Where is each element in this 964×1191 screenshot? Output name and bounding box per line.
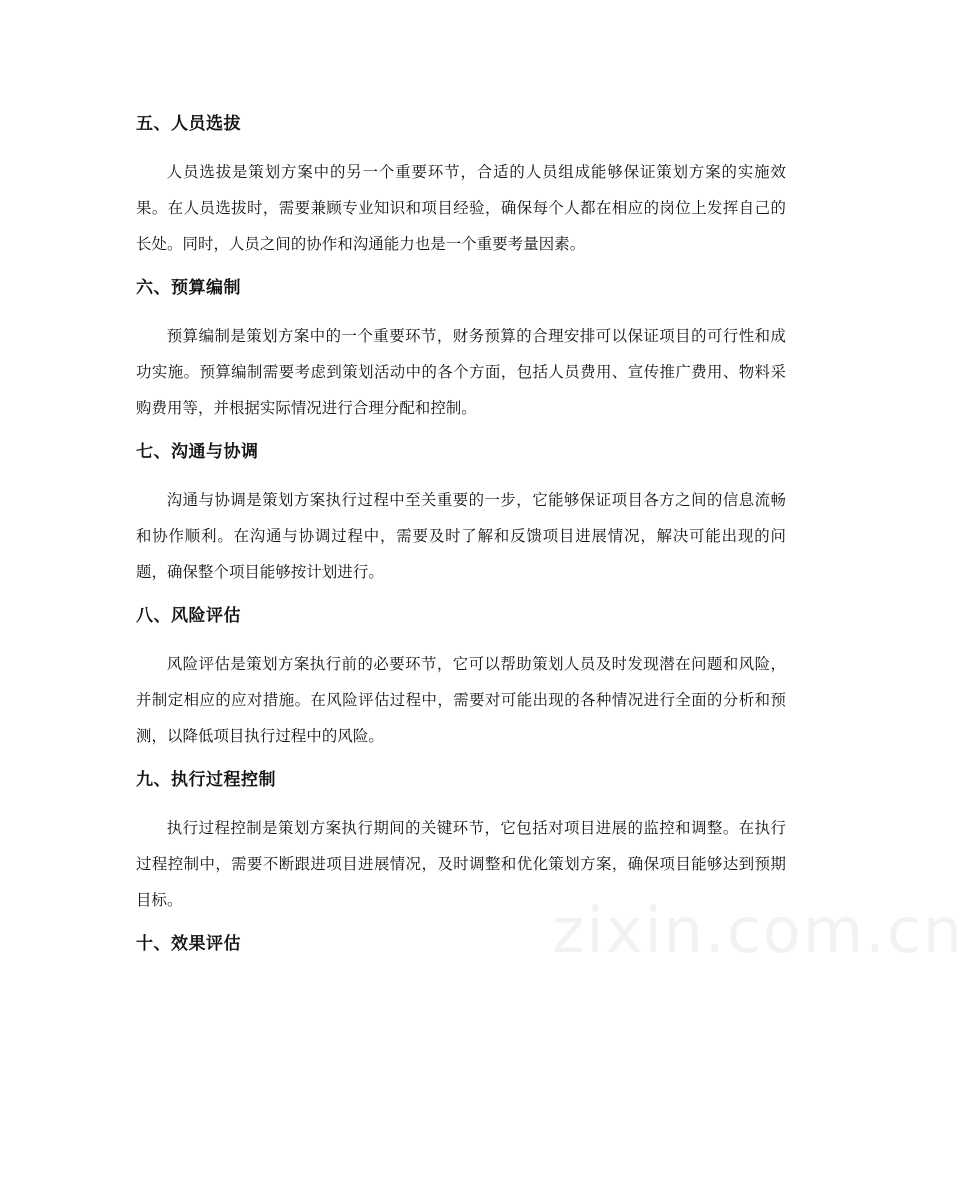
section-title-9: 九、执行过程控制 (136, 770, 276, 790)
section-title-10: 十、效果评估 (136, 934, 241, 954)
section-body-7: 沟通与协调是策划方案执行过程中至关重要的一步，它能够保证项目各方之间的信息流畅和协作顺利。在沟通与协调过程中，需要及时了解和反馈项目进展情况，解决可能出现的问题，确保整个项目能够按计划进行。 (136, 491, 786, 581)
document-page (136, 98, 786, 956)
section-body-8: 风险评估是策划方案执行前的必要环节，它可以帮助策划人员及时发现潜在问题和风险，并制定相应的应对措施。在风险评估过程中，需要对可能出现的各种情况进行全面的分析和预测，以降低项目执行过程中的风险。 (136, 655, 786, 745)
section-title-6: 六、预算编制 (136, 278, 241, 298)
section-body-5: 人员选拔是策划方案中的另一个重要环节，合适的人员组成能够保证策划方案的实施效果。在人员选拔时，需要兼顾专业知识和项目经验，确保每个人都在相应的岗位上发挥自己的长处。同时，人员之间的协作和沟通能力也是一个重要考量因素。 (136, 163, 786, 253)
watermark: zixin.com.cn (552, 894, 964, 967)
section-title-7: 七、沟通与协调 (136, 442, 259, 462)
section-body-9: 执行过程控制是策划方案执行期间的关键环节，它包括对项目进展的监控和调整。在执行过程控制中，需要不断跟进项目进展情况，及时调整和优化策划方案，确保项目能够达到预期目标。 (136, 819, 786, 909)
section-title-8: 八、风险评估 (136, 606, 241, 626)
section-body-6: 预算编制是策划方案中的一个重要环节，财务预算的合理安排可以保证项目的可行性和成功实施。预算编制需要考虑到策划活动中的各个方面，包括人员费用、宣传推广费用、物料采购费用等，并根据实际情况进行合理分配和控制。 (136, 327, 786, 417)
section-title-5: 五、人员选拔 (136, 114, 241, 134)
